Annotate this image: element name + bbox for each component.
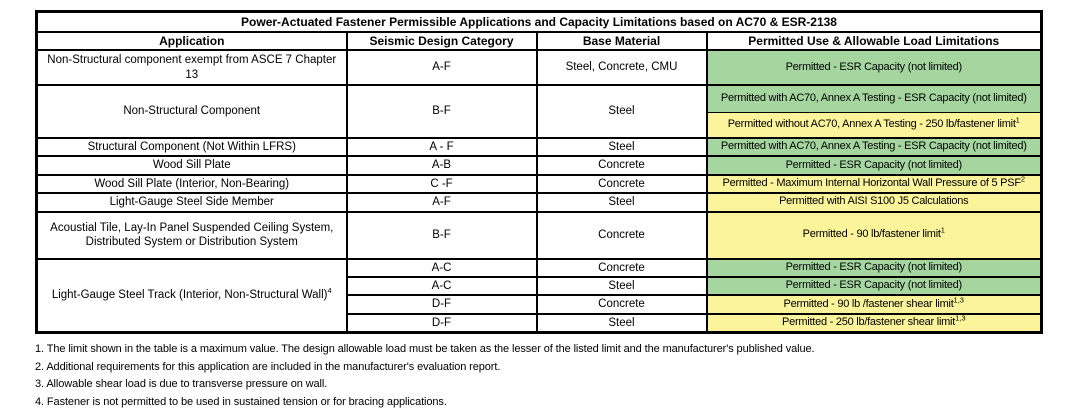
cell-application: Wood Sill Plate (Interior, Non-Bearing) <box>37 175 347 193</box>
cell-permitted-use: Permitted without AC70, Annex A Testing - 250 lb/fastener limit$^1$ <box>707 112 1042 138</box>
cell-application: Non-Structural component exempt from ASCE 7 Chapter 13 <box>37 50 347 85</box>
cell-base-material: Steel <box>537 277 707 295</box>
cell-base-material: Concrete <box>537 259 707 277</box>
cell-permitted-use: Permitted with AC70, Annex A Testing - ESR Capacity (not limited) <box>707 138 1042 156</box>
cell-permitted-use: Permitted - 250 lb/fastener shear limit$^{1,3}$ <box>707 314 1042 333</box>
footnote-3: 3. Allowable shear load is due to transverse pressure on wall. <box>35 378 328 390</box>
cell-seismic-design-category: A - F <box>347 138 537 156</box>
cell-base-material: Steel <box>537 138 707 156</box>
cell-application: Light-Gauge Steel Side Member <box>37 193 347 211</box>
table-row <box>37 259 1042 277</box>
table-title: Power-Actuated Fastener Permissible Applications and Capacity Limitations based on AC70 & ESR-2138 <box>37 12 1042 33</box>
cell-permitted-use: Permitted - 90 lb /fastener shear limit$^{1,3}$ <box>707 295 1042 313</box>
column-header-application: Application <box>37 32 347 50</box>
column-header-seismic-design-category: Seismic Design Category <box>347 32 537 50</box>
cell-seismic-design-category: A-B <box>347 156 537 174</box>
cell-seismic-design-category: B-F <box>347 85 537 138</box>
cell-seismic-design-category: D-F <box>347 295 537 313</box>
cell-permitted-use: Permitted - ESR Capacity (not limited) <box>707 259 1042 277</box>
table-row <box>37 156 1042 174</box>
cell-application: Wood Sill Plate <box>37 156 347 174</box>
cell-permitted-use: Permitted with AISI S100 J5 Calculations <box>707 193 1042 211</box>
cell-base-material: Steel, Concrete, CMU <box>537 50 707 85</box>
cell-seismic-design-category: A-C <box>347 259 537 277</box>
cell-seismic-design-category: A-C <box>347 277 537 295</box>
footnote-1: 1. The limit shown in the table is a maximum value. The design allowable load must be taken as the lesser of the listed limit and the manufacturer's published value. <box>35 343 815 355</box>
footnotes <box>35 341 1080 411</box>
fastener-permissible-applications-table <box>35 10 1043 334</box>
cell-base-material: Concrete <box>537 175 707 193</box>
cell-seismic-design-category: C -F <box>347 175 537 193</box>
cell-permitted-use: Permitted - ESR Capacity (not limited) <box>707 277 1042 295</box>
cell-permitted-use: Permitted - 90 lb/fastener limit$^1$ <box>707 212 1042 259</box>
cell-base-material: Steel <box>537 314 707 333</box>
table-row <box>37 175 1042 193</box>
table-row <box>37 138 1042 156</box>
cell-application: Light-Gauge Steel Track (Interior, Non-Structural Wall)$^4$ <box>37 259 347 333</box>
cell-application: Structural Component (Not Within LFRS) <box>37 138 347 156</box>
cell-permitted-use: Permitted - ESR Capacity (not limited) <box>707 156 1042 174</box>
cell-application: Non-Structural Component <box>37 85 347 138</box>
table-body <box>37 50 1042 333</box>
table-row <box>37 85 1042 112</box>
footnote-2: 2. Additional requirements for this application are included in the manufacturer's evaluation report. <box>35 360 501 373</box>
column-header-permitted-use: Permitted Use & Allowable Load Limitations <box>707 32 1042 50</box>
footnote-4: 4. Fastener is not permitted to be used in sustained tension or for bracing applications. <box>35 395 447 408</box>
cell-permitted-use: Permitted - ESR Capacity (not limited) <box>707 50 1042 85</box>
table-title-row <box>37 12 1042 33</box>
cell-base-material: Steel <box>537 193 707 211</box>
table-row <box>37 212 1042 259</box>
cell-seismic-design-category: A-F <box>347 193 537 211</box>
column-header-base-material: Base Material <box>537 32 707 50</box>
cell-seismic-design-category: B-F <box>347 212 537 259</box>
table-row <box>37 193 1042 211</box>
cell-seismic-design-category: A-F <box>347 50 537 85</box>
cell-base-material: Concrete <box>537 212 707 259</box>
cell-seismic-design-category: D-F <box>347 314 537 333</box>
cell-permitted-use: Permitted - Maximum Internal Horizontal Wall Pressure of 5 PSF$^2$ <box>707 175 1042 193</box>
cell-base-material: Concrete <box>537 156 707 174</box>
table-header-row <box>37 32 1042 50</box>
cell-application: Acoustial Tile, Lay-In Panel Suspended Ceiling System, Distributed System or Distribution System <box>37 212 347 259</box>
cell-base-material: Steel <box>537 85 707 138</box>
table-row <box>37 50 1042 85</box>
cell-base-material: Concrete <box>537 295 707 313</box>
cell-permitted-use: Permitted with AC70, Annex A Testing - ESR Capacity (not limited) <box>707 85 1042 112</box>
